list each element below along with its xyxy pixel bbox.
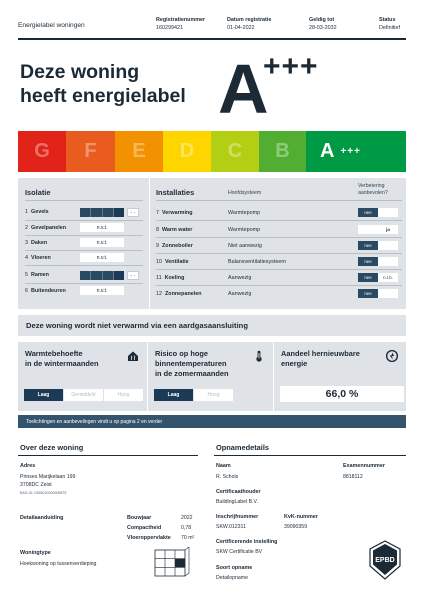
installatie-row-ventilatie: 10 Ventilatie (156, 259, 189, 265)
risico-levels (154, 389, 234, 401)
risico-title: Risico op hoge binnentemperaturen in de zomermaanden (155, 349, 229, 378)
hernieuwbare-card (274, 342, 406, 411)
certificaathouder-value: BuildingLabel B.V. (216, 499, 258, 505)
hero-heading (20, 60, 186, 108)
document-title: Energielabel woningen (18, 22, 85, 29)
vloeroppervlakte-label: Vloeroppervlakte (127, 535, 171, 541)
level-gemiddeld: Gemiddeld (64, 389, 103, 401)
isolatie-row-ramen: 5 Ramen (25, 272, 49, 278)
datum-registratie-label: Datum registratie (227, 17, 272, 23)
installatie-koeling-system: Aanwezig (228, 275, 252, 281)
installatie-koeling-toggle[interactable]: nee n.t.b. (358, 273, 398, 282)
woningtype-value: Hoekwoning op tussenverdieping (20, 561, 97, 567)
installatie-zonnepanelen-system: Aanwezig (228, 291, 252, 297)
toelichting-notice[interactable] (18, 415, 406, 428)
adres-label: Adres (20, 463, 36, 469)
naam-value: R. Schols (216, 474, 239, 480)
vloeroppervlakte-value: 70 m² (181, 535, 195, 541)
isolatie-row-gevelpanelen: 2 Gevelpanelen (25, 225, 67, 231)
isolatie-ramen-rating (80, 271, 124, 280)
document-header (18, 14, 406, 40)
isolatie-panel (18, 178, 149, 309)
isolatie-row-gevels: 1 Gevels (25, 209, 49, 215)
isolatie-title: Isolatie (25, 188, 51, 197)
examennummer-value: 8818112 (343, 474, 363, 480)
installaties-title: Installaties (156, 188, 195, 197)
registratienummer (156, 17, 205, 31)
status-label: Status (379, 17, 396, 23)
warmtebehoefte-title: Warmtebehoefte in de wintermaanden (25, 349, 99, 368)
hero-line2: heeft energielabel (20, 85, 186, 107)
installatie-row-zonnepanelen: 12 Zonnepanelen (156, 291, 202, 297)
isolatie-vloeren-value: n.v.t. (80, 253, 124, 262)
over-title: Over deze woning (20, 443, 84, 452)
bouwjaar-label: Bouwjaar (127, 515, 152, 521)
toelichting-text: Toelichtingen en aanbevelingen vindt u op pagina 2 en verder (26, 418, 163, 425)
building-type-icon (152, 546, 192, 578)
soort-opname-value: Detailopname (216, 575, 249, 581)
level-hoog: Hoog (104, 389, 143, 401)
risico-card (148, 342, 273, 411)
registratienummer-value: 160299421 (156, 25, 183, 31)
epbd-logo-text: EPBD (375, 557, 395, 564)
installatie-warm-water-toggle[interactable]: ja (358, 225, 398, 234)
kvk-value: 39090359 (284, 524, 308, 530)
energy-class-b: B (259, 131, 306, 172)
bouwjaar-value: 2022 (181, 515, 193, 521)
hernieuwbare-percentage: 66,0 % (280, 386, 404, 402)
datum-registratie (227, 17, 271, 31)
certificaathouder-label: Certificaathouder (216, 489, 261, 495)
isolatie-gevelpanelen-value: n.v.t. (80, 223, 124, 232)
compactheid-label: Compactheid (127, 525, 162, 531)
registratienummer-label: Registratienummer (156, 17, 206, 23)
installatie-row-koeling: 11 Koeling (156, 275, 185, 281)
installatie-warm-water-system: Warmtepomp (228, 227, 261, 233)
isolatie-gevels-rating (80, 208, 124, 217)
status (379, 17, 400, 31)
installatie-ventilatie-toggle[interactable]: nee (358, 257, 398, 266)
energy-class-d: D (163, 131, 211, 172)
adres-line1: Prinses Marijkelaan 199 (20, 474, 76, 480)
warmtebehoefte-card (18, 342, 147, 411)
epbd-certification-logo (368, 540, 402, 580)
adres-line2: 3708DC Zeist (20, 482, 52, 488)
installatie-zonneboiler-toggle[interactable]: nee (358, 241, 398, 250)
gas-notice-banner (18, 315, 406, 336)
soort-opname-label: Soort opname (216, 565, 253, 571)
status-value: Definitief (379, 25, 400, 31)
level-hoog: Hoog (194, 389, 233, 401)
certificerende-instelling-label: Certificerende instelling (216, 539, 278, 545)
inschrijfnummer-label: Inschrijfnummer (216, 514, 259, 520)
isolatie-buitendeuren-value: n.v.t. (80, 286, 124, 295)
examennummer-label: Examennummer (343, 463, 385, 469)
house-heat-icon (127, 350, 139, 362)
hernieuwbare-title: Aandeel hernieuwbare energie (281, 349, 360, 368)
energy-label-scale (18, 131, 406, 172)
woningtype-label: Woningtype (20, 550, 51, 556)
hero-line1: Deze woning (20, 61, 140, 83)
geldig-tot-label: Geldig tot (309, 17, 335, 23)
installatie-row-verwarming: 7 Verwarming (156, 210, 193, 216)
thermometer-icon (253, 350, 265, 362)
isolatie-row-vloeren: 4 Vloeren (25, 255, 51, 261)
inschrijfnummer-value: SKW.012311 (216, 524, 246, 530)
installatie-row-warm-water: 8 Warm water (156, 227, 193, 233)
hero-grade-plus: +++ (263, 50, 319, 83)
installatie-row-zonneboiler: 9 Zonneboiler (156, 243, 193, 249)
isolatie-row-buitendeuren: 6 Buitendeuren (25, 288, 66, 294)
hero-grade: A (218, 50, 268, 128)
naam-label: Naam (216, 463, 231, 469)
warmtebehoefte-levels (24, 389, 144, 401)
installatie-zonnepanelen-toggle[interactable]: nee (358, 289, 398, 298)
level-laag: Laag (24, 389, 63, 401)
energy-class-c: C (211, 131, 259, 172)
isolatie-row-daken: 3 Daken (25, 240, 48, 246)
isolatie-daken-value: n.v.t. (80, 238, 124, 247)
datum-registratie-value: 01-04-2022 (227, 25, 255, 31)
level-laag: Laag (154, 389, 193, 401)
certificerende-instelling-value: SKW Certificatie BV (216, 549, 263, 555)
energy-class-g: G (18, 131, 66, 172)
installatie-verwarming-system: Warmtepomp (228, 210, 261, 216)
detailaanduiding-label: Detailaanduiding (20, 515, 64, 521)
isolatie-ramen-extra: + + (127, 271, 139, 280)
opname-title: Opnamedetails (216, 443, 269, 452)
bag-id: BAG-ID: 0355010000009875 (20, 491, 67, 495)
installaties-col-hoofdsysteem: Hoofdsysteem (228, 190, 262, 196)
installaties-panel (150, 178, 406, 309)
installatie-verwarming-toggle[interactable]: nee (358, 208, 398, 217)
installatie-zonneboiler-system: Niet aanwezig (228, 243, 262, 249)
installatie-ventilatie-system: Balansventilatiesysteem (228, 259, 286, 265)
installaties-col-verbetering: Verbetering aanbevolen? (358, 183, 388, 196)
gas-notice-text: Deze woning wordt niet verwarmd via een aardgasaansluiting (26, 321, 248, 330)
compactheid-value: 0,78 (181, 525, 192, 531)
geldig-tot-value: 28-03-2032 (309, 25, 337, 31)
renewable-recycle-icon (386, 350, 398, 362)
energy-class-f: F (66, 131, 115, 172)
geldig-tot (309, 17, 337, 31)
energy-class-e: E (115, 131, 163, 172)
energy-class-a-selected: A +++ (306, 131, 406, 172)
kvk-label: KvK-nummer (284, 514, 318, 520)
isolatie-gevels-extra: + + (127, 208, 139, 217)
